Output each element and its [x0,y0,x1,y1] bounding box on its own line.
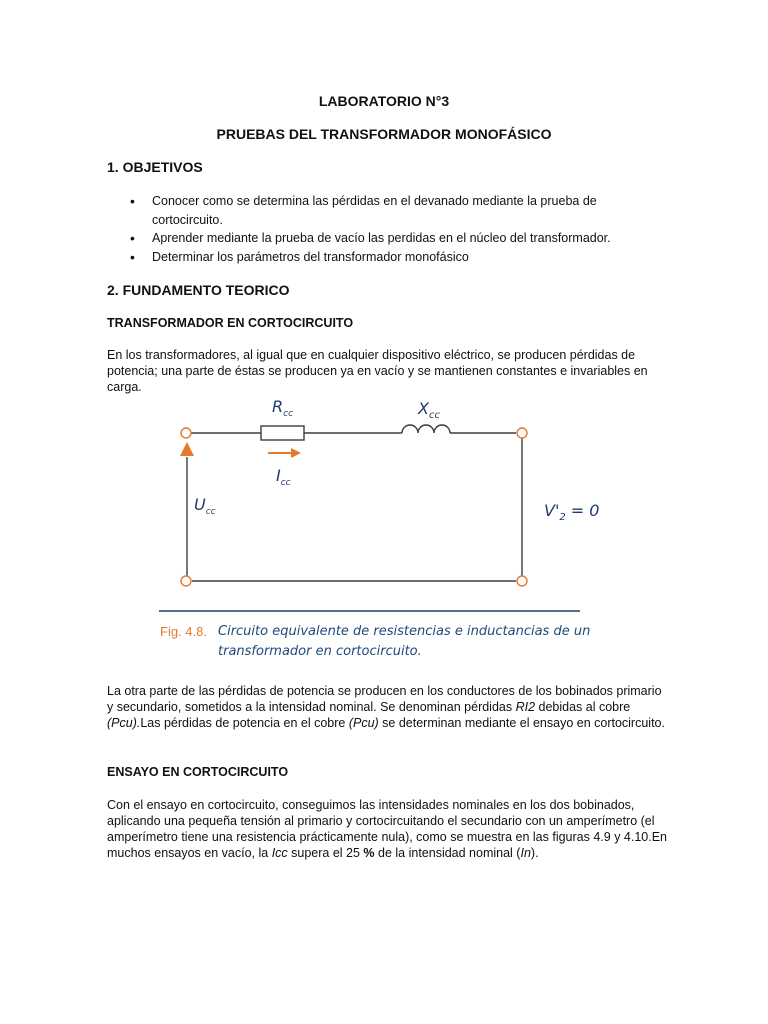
caption-figure-number: Fig. 4.8. [160,624,207,639]
terminal-top-right [517,428,527,438]
paragraph-ensayo: Con el ensayo en cortocircuito, conseguimos las intensidades nominales en los dos bobinados, aplicando una pequeña tensión al primario y cortocircuitando el secundario con un amperímetro (el amperímetro tiene una resistencia prácticamente nula), como se muestra en las figuras 4.9 y 4.10.En muchos ensayos en vacío, la Icc supera el 25 % de la intensidad nominal (In). [107,798,668,860]
list-item: • Conocer como se determina las pérdidas en el devanado mediante la prueba de cortocircuito. [130,192,670,229]
label-ucc: $U_{cc}$ [194,495,216,517]
objetivos-list [130,192,670,266]
terminal-top-left [181,428,191,438]
label-xcc: $X_{cc}$ [418,399,440,421]
list-item: • Aprender mediante la prueba de vacío las perdidas en el núcleo del transformador. [130,229,670,248]
label-icc: $I_{cc}$ [276,466,291,488]
terminal-bottom-right [517,576,527,586]
objetivos-heading: 1. OBJETIVOS [107,159,203,175]
voltage-arrow-icon [180,442,194,456]
resistor-rcc [261,426,304,440]
section-heading-transformador: TRANSFORMADOR EN CORTOCIRCUITO [107,316,354,330]
document-subtitle: PRUEBAS DEL TRANSFORMADOR MONOFÁSICO [216,126,552,142]
list-item: • Determinar los parámetros del transformador monofásico [130,248,670,267]
figure-caption [160,622,620,662]
current-arrow-icon [291,448,301,458]
inductor-xcc [402,425,450,433]
label-rcc: $R_{cc}$ [272,397,294,419]
terminal-bottom-left [181,576,191,586]
lab-title: LABORATORIO N°3 [318,93,450,109]
paragraph-intro: En los transformadores, al igual que en cualquier dispositivo eléctrico, se producen pérdidas de potencia; una parte de éstas se producen ya en vacío y se mantienen constantes e invariables en carga. [107,348,648,394]
paragraph-perdidas: La otra parte de las pérdidas de potencia se producen en los conductores de los bobinados primario y secundario, sometidos a la intensidad nominal. Se denominan pérdidas RI2 debidas al cobre (Pcu).Las pérdidas de potencia en el cobre (Pcu) se determinan mediante el ensayo en cortocircuito. [107,684,665,730]
section-heading-ensayo: ENSAYO EN CORTOCIRCUITO [107,765,289,779]
fundamento-heading: 2. FUNDAMENTO TEORICO [107,282,290,298]
caption-text: Circuito equivalente de resistencias e inductancias de un transformador en cortocircuito. [218,624,591,659]
label-v2: $V'_2 = 0$ [544,501,600,523]
